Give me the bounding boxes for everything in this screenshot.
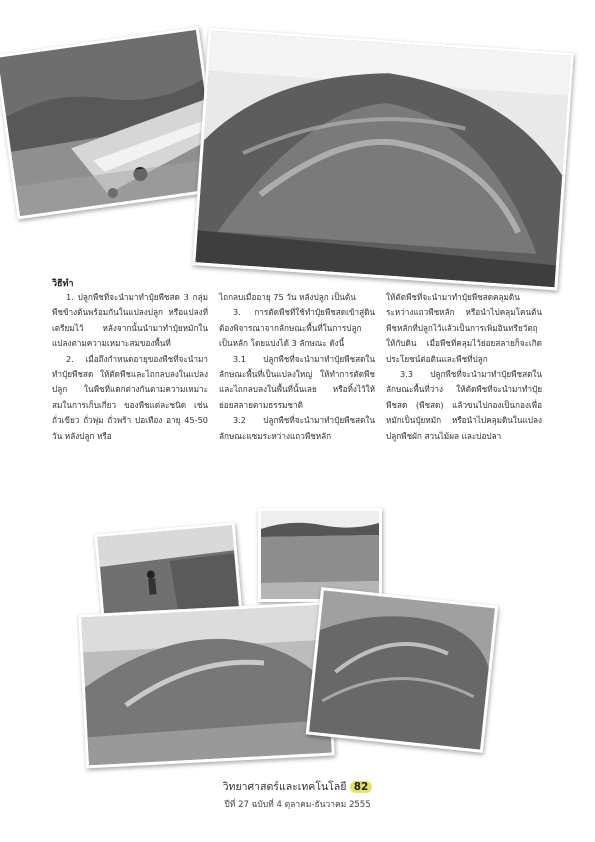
photo-green-manure-heap: [78, 602, 335, 769]
paragraph: 3.3 ปลูกพืชที่จะนำมาทำปุ๋ยพืชสดในลักษณะพื้นที่ว่าง ให้ตัดพืชที่จะนำมาทำปุ๋ยพืชสด (พืชสด) แล้วขนไปกองเป็นกองเพื่อหมักเป็นปุ๋ยหมัก หรือนำไปคลุมดินในแปลงปลูกพืชผัก สวนไม้ผล และบ่อปลา: [386, 369, 542, 441]
paragraph: 3. การตัดพืชที่ใช้ทำปุ๋ยพืชสดเข้าสู่ดิน ต้องพิจารณาจากลักษณะพื้นที่ในการปลูกเป็นหลัก โดยแบ่งได้ 3 ลักษณะ ดังนี้: [219, 307, 375, 349]
paragraph: 3.1 ปลูกพืชที่จะนำมาทำปุ๋ยพืชสดในลักษณะพื้นที่เป็นแปลงใหญ่ ให้ทำการตัดพืชและไถกลบลงในพื้นที่นั้นเลย หรือทิ้งไว้ให้ย่อยสลายตามธรรมชาติ: [219, 353, 375, 410]
paragraph: 2. เมื่อถึงกำหนดอายุของพืชที่จะนำมาทำปุ๋ยพืชสด ให้ตัดพืชและไถกลบลงในแปลงปลูก ในพืชที่แตกต่างกันตามความเหมาะสมในการเก็บเกี่ยว ของพืชแต่ละชนิด เช่น ถั่วเขียว ถั่วพุ่ม ถั่วพร้า ปอเทือง อายุ 45-50 วัน หลังปลูก หรือ: [52, 353, 208, 441]
paragraph: ไถกลบเมื่ออายุ 75 วัน หลังปลูก เป็นต้น: [219, 292, 356, 302]
photo-straw-pile: [306, 587, 498, 753]
footer-magazine: [0, 778, 595, 795]
text-column-2: [219, 290, 375, 444]
page-number: 82: [350, 781, 373, 793]
paragraph: ให้ตัดพืชที่จะนำมาทำปุ๋ยพืชสดคลุมดินระหว่างแถวพืชหลัก หรือนำไปคลุมโคนต้นพืชหลักที่ปลูกไว้แล้วเป็นการเพิ่มอินทรียวัตถุให้กับดิน เมื่อพืชที่คลุมไว้ย่อยสลายก็จะเกิดประโยชน์ต่อดินและพืชที่ปลูก: [386, 292, 542, 364]
text-column-1: [52, 290, 208, 444]
section-heading: วิธีทำ: [52, 279, 74, 289]
text-column-3: [386, 290, 542, 444]
magazine-title: วิทยาศาสตร์และเทคโนโลยี: [222, 781, 347, 793]
footer-issue: ปีที่ 27 ฉบับที่ 4 ตุลาคม-ธันวาคม 2555: [224, 800, 371, 810]
paragraph: 3.2 ปลูกพืชที่จะนำมาทำปุ๋ยพืชสดในลักษณะแซมระหว่างแถวพืชหลัก: [219, 415, 375, 441]
paragraph: 1. ปลูกพืชที่จะนำมาทำปุ๋ยพืชสด 3 กลุ่มพืชข้างต้นพร้อมกันในแปลงปลูก หรือแปลงที่เตรียมไว้ หลังจากนั้นนำมาทำปุ๋ยหมักในแปลงตามความเหมาะสมของพื้นที่: [52, 292, 208, 349]
photo-field-tractor: [258, 508, 382, 602]
photo-compost-pile: [192, 28, 574, 291]
photo-field-plants: [0, 26, 222, 219]
